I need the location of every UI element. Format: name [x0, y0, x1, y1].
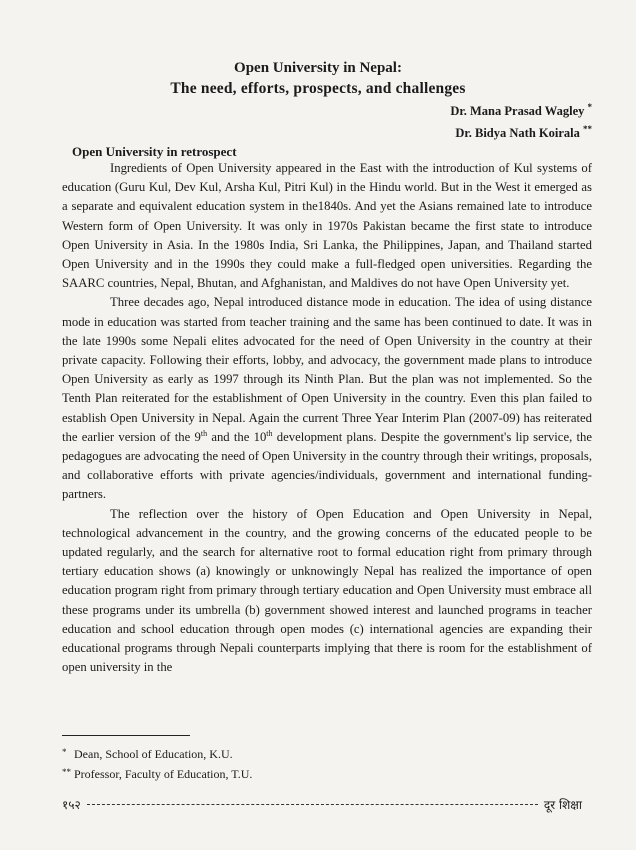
page-number: १५२ — [62, 798, 81, 812]
superscript-th-2: th — [266, 428, 273, 438]
author-1 — [450, 102, 592, 119]
footnote-1-mark: * — [62, 747, 67, 757]
author-1-name: Dr. Mana Prasad Wagley — [450, 104, 585, 119]
author-2-name: Dr. Bidya Nath Koirala — [455, 126, 580, 141]
title-line-2: The need, efforts, prospects, and challenges — [170, 80, 466, 97]
footnote-2-mark: ** — [62, 767, 71, 777]
paragraph-3: The reflection over the history of Open Education and Open University in Nepal, technological advancement in the country, and the growing concerns of the educated people to be updated regularly, and the search for alternative root to formal education right from primary through tertiary education shows (a) knowingly or unknowingly Nepal has realized the importance of open education program right from primary through tertiary education and Open University must embrace all these programs under its umbrella (b) government showed interest and launched programs in teacher education and school education through open modes (c) international agencies are expanding their educational programs through Nepali counterparts implying that there is room for the establishment of open university in the — [62, 506, 592, 675]
paragraph-2 — [62, 293, 592, 504]
paragraph-2-part-b: and the 10 — [207, 429, 267, 444]
paragraph-2-part-a: Three decades ago, Nepal introduced distance mode in education. The idea of using distance mode in education was started from teacher training and the same has been continued to date. It was in the late 1990s some Nepali elites advocated for the need of Open University in the country at their private capacity. Following their efforts, lobby, and advocacy, the government made plans to introduce Open University as early as 1997 through its Ninth Plan. But the plan was not implemented. So the Tenth Plan reiterated for the establishment of Open University in the country. Even this plan failed to establish Open University in Nepal. Again the current Three Year Interim Plan (2007-09) has reiterated the earlier version of the 9 — [62, 295, 592, 444]
footnote-1 — [62, 747, 233, 762]
superscript-th-1: th — [200, 428, 208, 438]
body-text — [62, 159, 592, 677]
journal-name: दूर शिक्षा — [543, 798, 582, 812]
author-2-mark: ** — [583, 124, 592, 134]
footnote-2 — [62, 767, 252, 782]
footer-dashed-line — [87, 804, 538, 805]
page-footer — [62, 796, 582, 813]
paragraph-1: Ingredients of Open University appeared in the East with the introduction of Kul systems of education (Guru Kul, Dev Kul, Arsha Kul, Pitri Kul) in the Hindu world. But in the West it emerged as a separate and equivalent education system in the1840s. And yet the Asians remained late to introduce Western form of Open University. It was only in 1970s Pakistan became the first state to introduce Open University in Asia. In the 1980s India, Sri Lanka, the Philippines, Japan, and Thailand started Open University and in the 1990s they could make a full-fledged open universities. Regarding the SAARC countries, Nepal, Bhutan, and Afghanistan, and Maldives do not have Open University yet. — [62, 161, 592, 291]
footnote-2-text: Professor, Faculty of Education, T.U. — [74, 767, 253, 781]
paragraph-2-part-c: development plans. Despite the government's lip service, the pedagogues are advocating the need of Open University in the country through their writings, proposals, and collaborative efforts with private agencies/individuals, government and international funding-partners. — [62, 429, 592, 502]
author-1-mark: * — [587, 102, 592, 112]
footnote-1-text: Dean, School of Education, K.U. — [74, 747, 233, 761]
title-line-1: Open University in Nepal: — [234, 60, 402, 76]
author-2 — [455, 124, 592, 141]
section-heading: Open University in retrospect — [72, 144, 237, 159]
footnote-divider — [62, 735, 190, 736]
